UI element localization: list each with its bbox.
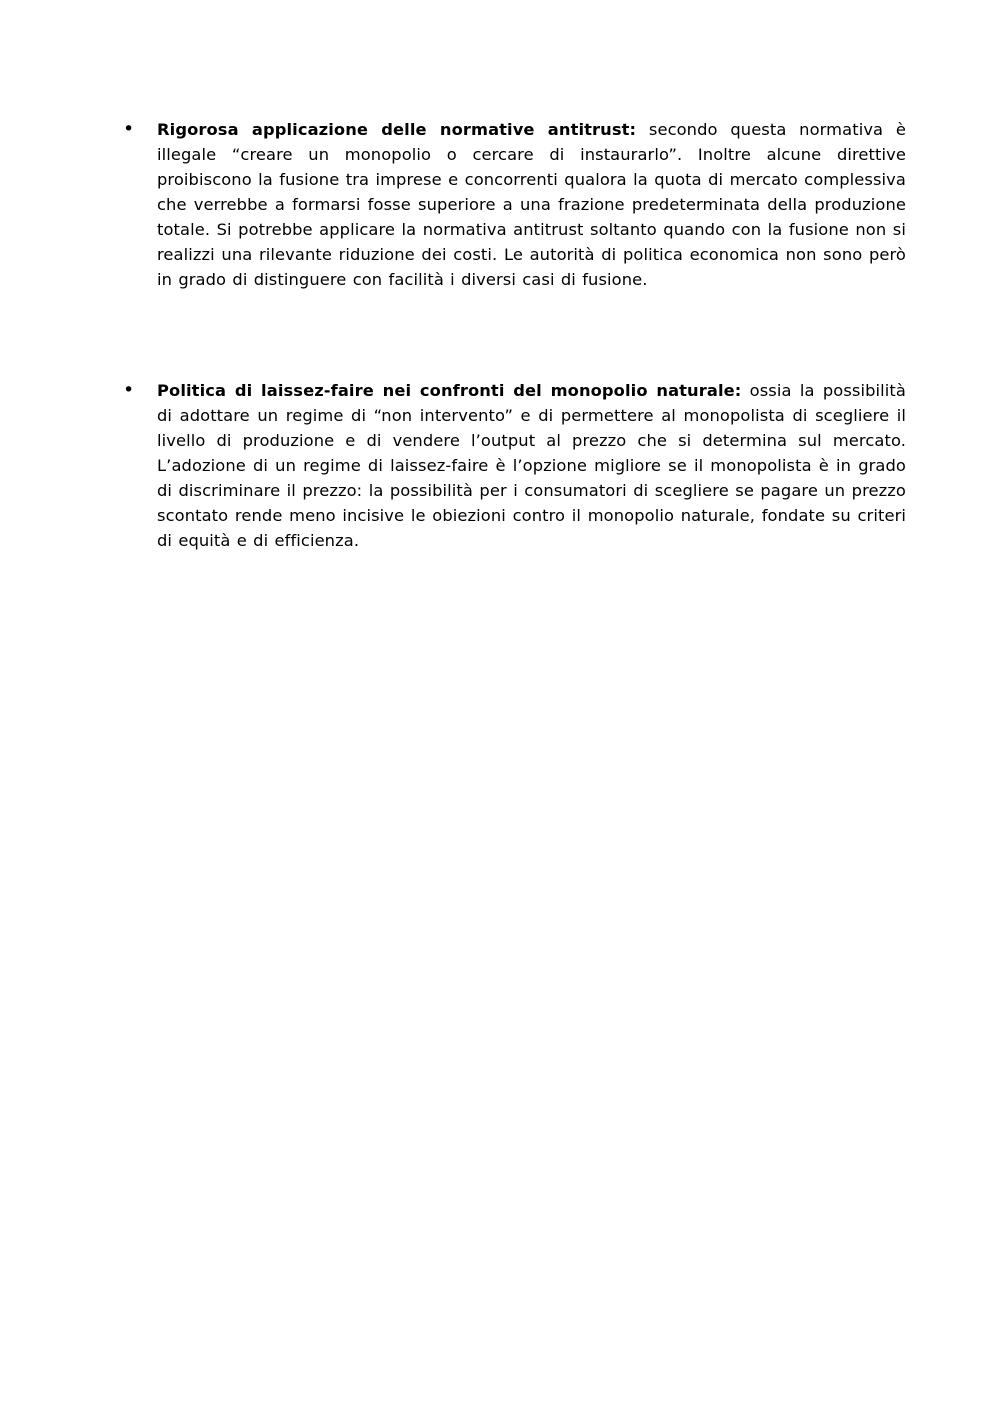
paragraph xyxy=(157,117,906,292)
bullet-icon: • xyxy=(123,379,135,401)
bold-term: Rigorosa applicazione delle normative antitrust: xyxy=(157,120,637,139)
paragraph xyxy=(157,378,906,553)
paragraph-body: secondo questa normativa è illegale “creare un monopolio o cercare di instaurarlo”. Inoltre alcune direttive proibiscono la fusione tra imprese e concorrenti qualora la quota di mercato complessiva che verrebbe a formarsi fosse superiore a una frazione predeterminata della produzione totale. Si potrebbe applicare la normativa antitrust soltanto quando con la fusione non si realizzi una rilevante riduzione dei costi. Le autorità di politica economica non sono però in grado di distinguere con facilità i diversi casi di fusione. xyxy=(157,120,906,289)
bold-term: Politica di laissez-faire nei confronti del monopolio naturale: xyxy=(157,381,742,400)
list-item xyxy=(123,378,906,553)
paragraph-body: ossia la possibilità di adottare un regime di “non intervento” e di permettere al monopolista di scegliere il livello di produzione e di vendere l’output al prezzo che si determina sul mercato. L’adozione di un regime di laissez-faire è l’opzione migliore se il monopolista è in grado di discriminare il prezzo: la possibilità per i consumatori di scegliere se pagare un prezzo scontato rende meno incisive le obiezioni contro il monopolio naturale, fondate su criteri di equità e di efficienza. xyxy=(157,381,906,550)
list-item xyxy=(123,117,906,292)
bullet-icon: • xyxy=(123,118,135,140)
